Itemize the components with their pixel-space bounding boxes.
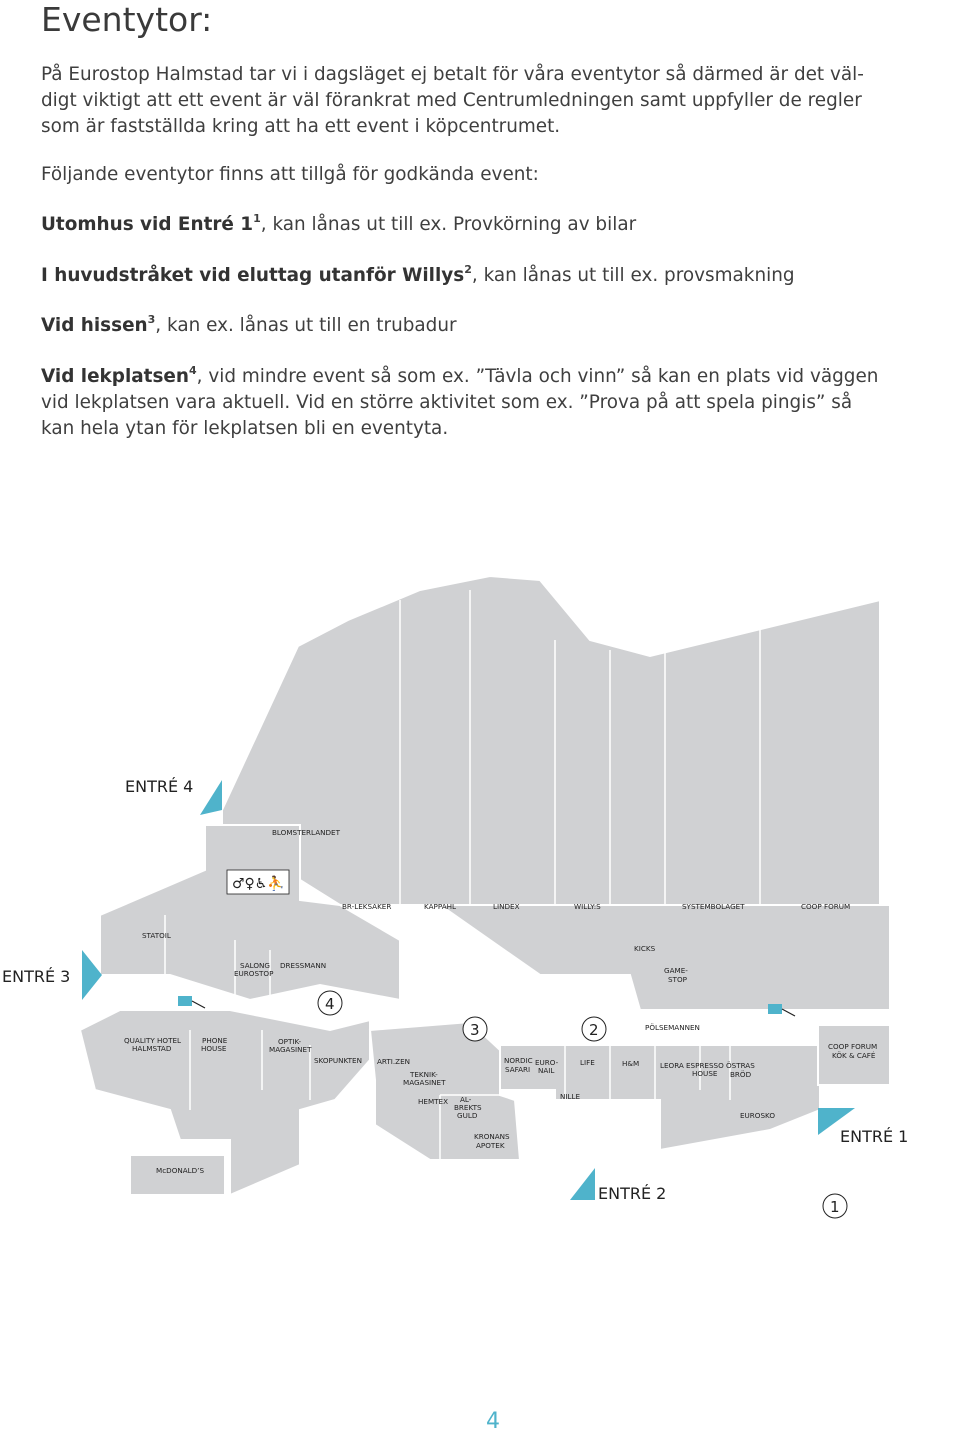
store-label: COOP FORUM	[828, 1042, 878, 1051]
store-label: SAFARI	[505, 1065, 531, 1074]
map-block-mcdonalds	[130, 1155, 225, 1195]
store-label: HEMTEX	[418, 1097, 449, 1106]
store-label: EUROSKO	[740, 1111, 775, 1120]
store-label: HALMSTAD	[132, 1044, 172, 1053]
area-name: I huvudstråket vid eluttag utanför Willys	[41, 265, 465, 286]
store-label: NAIL	[538, 1066, 555, 1075]
store-label: MAGASINET	[269, 1045, 312, 1054]
lead-text: Följande eventytor finns att tillgå för godkända event:	[41, 164, 539, 185]
mall-map	[0, 560, 960, 1260]
entrance-4-label: ENTRÉ 4	[125, 777, 194, 796]
store-label: NILLE	[560, 1092, 581, 1101]
store-label: PÖLSEMANNEN	[645, 1023, 700, 1032]
store-label: HOUSE	[201, 1044, 227, 1053]
event-marker-1	[823, 1194, 847, 1218]
store-label: ÖSTRAS	[726, 1061, 755, 1070]
marker-4-number: 4	[325, 995, 335, 1013]
entrance-4-arrow	[200, 780, 222, 815]
store-label: LEORA	[660, 1061, 684, 1070]
map-blocks	[80, 576, 890, 1195]
store-label: KÖK & CAFÉ	[832, 1051, 876, 1060]
intro-paragraph	[41, 62, 960, 140]
store-label: H&M	[622, 1059, 640, 1068]
map-block-north	[222, 576, 880, 905]
area-name: Utomhus vid Entré 1	[41, 214, 254, 235]
area-2	[41, 263, 960, 289]
event-marker-4	[318, 991, 342, 1015]
store-label: SYSTEMBOLAGET	[682, 902, 745, 911]
area-desc: , kan ex. lånas ut till en trubadur	[155, 315, 457, 336]
store-label: ARTI.ZEN	[377, 1057, 411, 1066]
store-label: APOTEK	[476, 1141, 505, 1150]
store-label: HOUSE	[692, 1069, 718, 1078]
store-label: KRONANS	[474, 1132, 510, 1141]
store-label: LIFE	[580, 1058, 595, 1067]
store-label: NORDIC	[504, 1056, 533, 1065]
intro-line: På Eurostop Halmstad tar vi i dagsläget ej betalt för våra eventytor så därmed är det väl-	[41, 64, 864, 85]
area-3	[41, 313, 960, 339]
store-label: QUALITY HOTEL	[124, 1036, 182, 1045]
power-outlet-icon	[178, 996, 205, 1008]
store-label: BR-LEKSAKER	[342, 902, 392, 911]
area-1	[41, 212, 960, 238]
store-label: STATOIL	[142, 931, 171, 940]
store-label: AL-	[460, 1095, 472, 1104]
store-label: SKOPUNKTEN	[314, 1056, 362, 1065]
entrance-3-label: ENTRÉ 3	[2, 967, 71, 986]
store-label: LINDEX	[493, 902, 520, 911]
entrance-1-label: ENTRÉ 1	[840, 1127, 909, 1146]
store-label: McDONALD’S	[156, 1166, 205, 1175]
store-label: EUROSTOP	[234, 969, 274, 978]
store-label: EURO-	[535, 1058, 559, 1067]
toilet-icon	[227, 870, 289, 894]
area-4	[41, 364, 960, 442]
store-label: OPTIK-	[278, 1037, 302, 1046]
map-block-right-mid	[440, 905, 890, 1010]
store-label: GULD	[457, 1111, 478, 1120]
intro-line: som är fastställda kring att ha ett event i köpcentrumet.	[41, 116, 561, 137]
marker-3-number: 3	[470, 1021, 480, 1039]
marker-1-number: 1	[830, 1198, 840, 1216]
area-4-line: kan hela ytan för lekplatsen bli en eventyta.	[41, 418, 449, 439]
area-name: Vid hissen	[41, 315, 148, 336]
entrance-2-label: ENTRÉ 2	[598, 1184, 667, 1203]
intro-line: digt viktigt att ett event är väl förankrat med Centrumledningen samt uppfyller de regler	[41, 90, 862, 111]
svg-text:♂♀♿⛹: ♂♀♿⛹	[232, 876, 285, 892]
store-label: KAPPAHL	[424, 902, 457, 911]
store-label: WILLY:S	[574, 902, 601, 911]
store-label: BREKTS	[454, 1103, 482, 1112]
marker-2-number: 2	[589, 1021, 599, 1039]
event-marker-3	[463, 1017, 487, 1041]
entrance-2-arrow	[570, 1168, 595, 1200]
store-label: SALONG	[240, 961, 270, 970]
area-name: Vid lekplatsen	[41, 366, 189, 387]
event-marker-2	[582, 1017, 606, 1041]
area-sup: 4	[188, 363, 197, 377]
area-sup: 2	[464, 262, 472, 276]
store-label: PHONE	[202, 1036, 228, 1045]
store-label: MAGASINET	[403, 1078, 446, 1087]
store-label: GAME-	[664, 966, 688, 975]
area-desc: , kan lånas ut till ex. provsmakning	[471, 265, 795, 286]
area-4-line: vid lekplatsen vara aktuell. Vid en större aktivitet som ex. ”Prova på att spela pingis” så	[41, 392, 853, 413]
page-number: 4	[486, 1409, 500, 1434]
store-label: COOP FORUM	[801, 902, 851, 911]
store-label: STOP	[668, 975, 687, 984]
store-label: BRÖD	[730, 1070, 752, 1079]
area-sup: 3	[147, 312, 156, 326]
store-label: KICKS	[634, 944, 656, 953]
page-title: Eventytor:	[41, 0, 213, 39]
area-desc: , kan lånas ut till ex. Provkörning av bilar	[260, 214, 637, 235]
store-label: TEKNIK-	[410, 1070, 438, 1079]
area-desc: , vid mindre event så som ex. ”Tävla och vinn” så kan en plats vid väggen	[196, 366, 879, 387]
area-sup: 1	[253, 211, 261, 225]
store-label: BLOMSTERLANDET	[272, 828, 340, 837]
store-label: DRESSMANN	[280, 961, 327, 970]
store-label: ESPRESSO	[686, 1061, 724, 1070]
